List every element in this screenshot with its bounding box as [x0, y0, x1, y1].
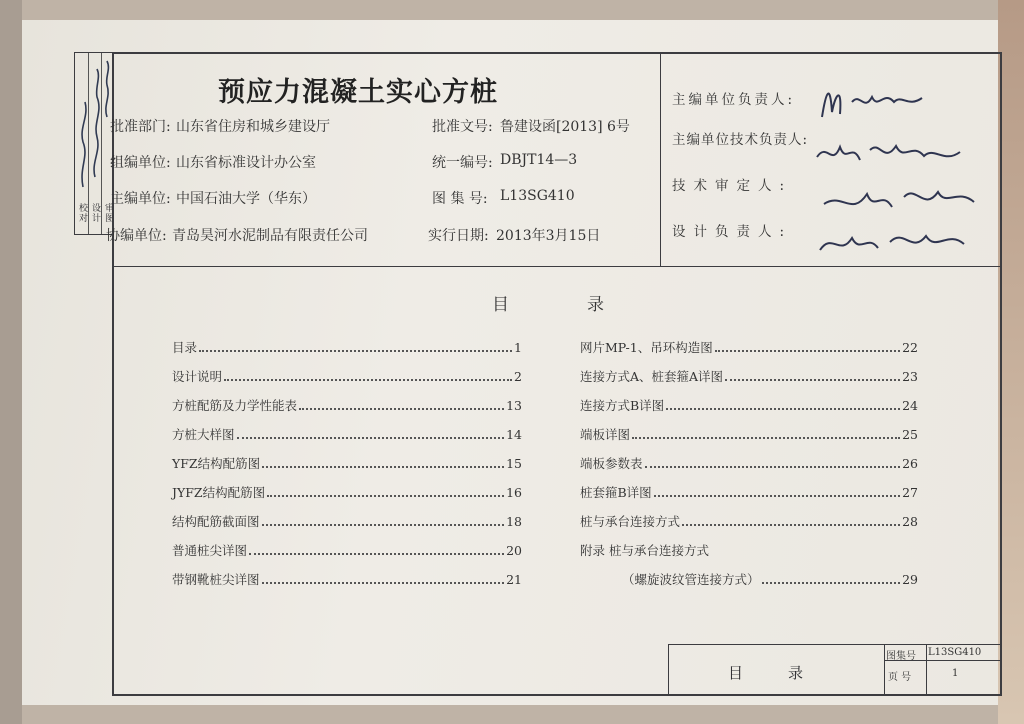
toc-leader-dots — [725, 379, 900, 381]
strip-signatures — [77, 57, 113, 197]
toc-item — [580, 454, 918, 472]
toc-item-label: JYFZ结构配筋图 — [172, 485, 266, 500]
organizer-label: 组编单位: — [110, 155, 171, 171]
header-divider — [112, 266, 1002, 267]
toc-item-page: 22 — [902, 340, 918, 355]
toc-item — [580, 338, 918, 356]
toc-leader-dots — [262, 466, 504, 468]
toc-leader-dots — [224, 379, 512, 381]
toc-item-page: 21 — [506, 572, 522, 587]
toc-item — [622, 570, 918, 588]
toc-item — [580, 425, 918, 443]
atlas-no: L13SG410 — [500, 188, 575, 204]
toc-item-page: 27 — [902, 485, 918, 500]
chief-unit-head-label: 主编单位负责人: — [672, 92, 796, 108]
unified-no-label: 统一编号: — [432, 155, 493, 171]
signature-strip — [74, 52, 114, 235]
toc-item-label: 结构配筋截面图 — [172, 514, 260, 529]
toc-item — [580, 396, 918, 414]
toc-item-label: 网片MP-1、吊环构造图 — [580, 340, 713, 355]
titleblock-left-line — [668, 644, 669, 696]
toc-item — [580, 367, 918, 385]
toc-leader-dots — [299, 408, 504, 410]
background-left — [0, 0, 22, 724]
toc-item — [172, 483, 522, 501]
toc-item-page: 24 — [902, 398, 918, 413]
tech-head-label: 主编单位技术负责人: — [672, 132, 809, 148]
approval-dept-label: 批准部门: — [110, 119, 171, 135]
toc-item-page: 18 — [506, 514, 522, 529]
toc-item-label: 端板参数表 — [580, 456, 643, 471]
toc-leader-dots — [199, 350, 512, 352]
toc-item-label: 桩套箍B详图 — [580, 485, 652, 500]
titleblock-divider — [926, 644, 927, 696]
toc-item-page: 2 — [514, 369, 522, 384]
atlas-no-label: 图 集 号: — [432, 191, 488, 207]
strip-label-review: 审图 — [103, 203, 113, 223]
toc-item — [172, 396, 522, 414]
effective-date: 2013年3月15日 — [496, 228, 601, 244]
page-no: 1 — [952, 668, 959, 679]
titleblock-divider — [884, 644, 885, 696]
approval-no-label: 批准文号: — [432, 119, 493, 135]
document-page — [22, 20, 998, 705]
toc-item-label: 设计说明 — [172, 369, 223, 384]
toc-item-label: 附录 桩与承台连接方式 — [580, 543, 709, 558]
toc-leader-dots — [237, 437, 505, 439]
organizer: 山东省标准设计办公室 — [176, 155, 316, 171]
toc-leader-dots — [715, 350, 900, 352]
toc-leader-dots — [249, 553, 504, 555]
toc-item-label: 普通桩尖详图 — [172, 543, 248, 558]
toc-item-page: 28 — [902, 514, 918, 529]
toc-item — [172, 454, 522, 472]
toc-item-label: 带钢靴桩尖详图 — [172, 572, 260, 587]
handwritten-signatures — [812, 72, 992, 262]
co-editor-label: 协编单位: — [106, 228, 167, 244]
toc-item — [172, 570, 522, 588]
titleblock-top-line — [668, 644, 1002, 645]
toc-leader-dots — [645, 466, 901, 468]
approval-no: 鲁建设函[2013] 6号 — [500, 119, 630, 135]
toc-item — [172, 541, 522, 559]
toc-leader-dots — [267, 495, 504, 497]
toc-leader-dots — [762, 582, 901, 584]
unified-no: DBJT14—3 — [500, 152, 578, 168]
toc-leader-dots — [632, 437, 900, 439]
toc-item-label: 连接方式B详图 — [580, 398, 665, 413]
approval-dept: 山东省住房和城乡建设厅 — [176, 119, 330, 135]
toc-item — [172, 338, 522, 356]
toc-item — [580, 483, 918, 501]
toc-leader-dots — [654, 495, 900, 497]
toc-item-page: 13 — [506, 398, 522, 413]
technical-review-label: 技术审定人: — [672, 178, 793, 194]
toc-item — [580, 512, 918, 530]
toc-item-label: 端板详图 — [580, 427, 631, 442]
toc-item-label: YFZ结构配筋图 — [172, 456, 261, 471]
toc-item-page: 15 — [506, 456, 522, 471]
toc-item-page: 14 — [506, 427, 522, 442]
toc-item-page: 16 — [506, 485, 522, 500]
toc-title-char-2: 录 — [587, 295, 604, 315]
toc-item-label: 连接方式A、桩套箍A详图 — [580, 369, 724, 384]
document-title: 预应力混凝土实心方桩 — [218, 77, 498, 108]
toc-item — [172, 425, 522, 443]
toc-item-label: （螺旋波纹管连接方式） — [622, 572, 760, 587]
toc-item-page: 23 — [902, 369, 918, 384]
toc-leader-dots — [682, 524, 900, 526]
atlas-no-footer: L13SG410 — [928, 647, 982, 658]
header-column-divider — [660, 52, 661, 266]
strip-label-design: 设计 — [90, 203, 100, 223]
strip-label-proofread: 校对 — [77, 203, 87, 223]
sheet-title-char-2: 录 — [788, 664, 804, 682]
chief-editor: 中国石油大学（华东） — [176, 191, 316, 207]
toc-title-char-1: 目 — [492, 295, 509, 315]
toc-item — [580, 541, 918, 559]
toc-item-page: 29 — [902, 572, 918, 587]
toc-item-label: 桩与承台连接方式 — [580, 514, 681, 529]
toc-item-page: 26 — [902, 456, 918, 471]
page-no-label: 页 号 — [888, 672, 912, 683]
design-head-label: 设计负责人: — [672, 224, 793, 240]
toc-leader-dots — [666, 408, 900, 410]
toc-item-page: 20 — [506, 543, 522, 558]
sheet-title-char-1: 目 — [728, 664, 744, 682]
toc-item — [172, 367, 522, 385]
toc-item-label: 方桩大样图 — [172, 427, 235, 442]
atlas-no-footer-label: 图集号 — [886, 651, 916, 662]
toc-item-page: 1 — [514, 340, 522, 355]
toc-item-page: 25 — [902, 427, 918, 442]
effective-date-label: 实行日期: — [428, 228, 489, 244]
toc-leader-dots — [262, 524, 505, 526]
co-editor: 青岛昊河水泥制品有限责任公司 — [172, 228, 368, 244]
toc-leader-dots — [262, 582, 505, 584]
toc-item — [172, 512, 522, 530]
chief-editor-label: 主编单位: — [110, 191, 171, 207]
toc-item-label: 方桩配筋及力学性能表 — [172, 398, 298, 413]
toc-item-label: 目录 — [172, 340, 198, 355]
